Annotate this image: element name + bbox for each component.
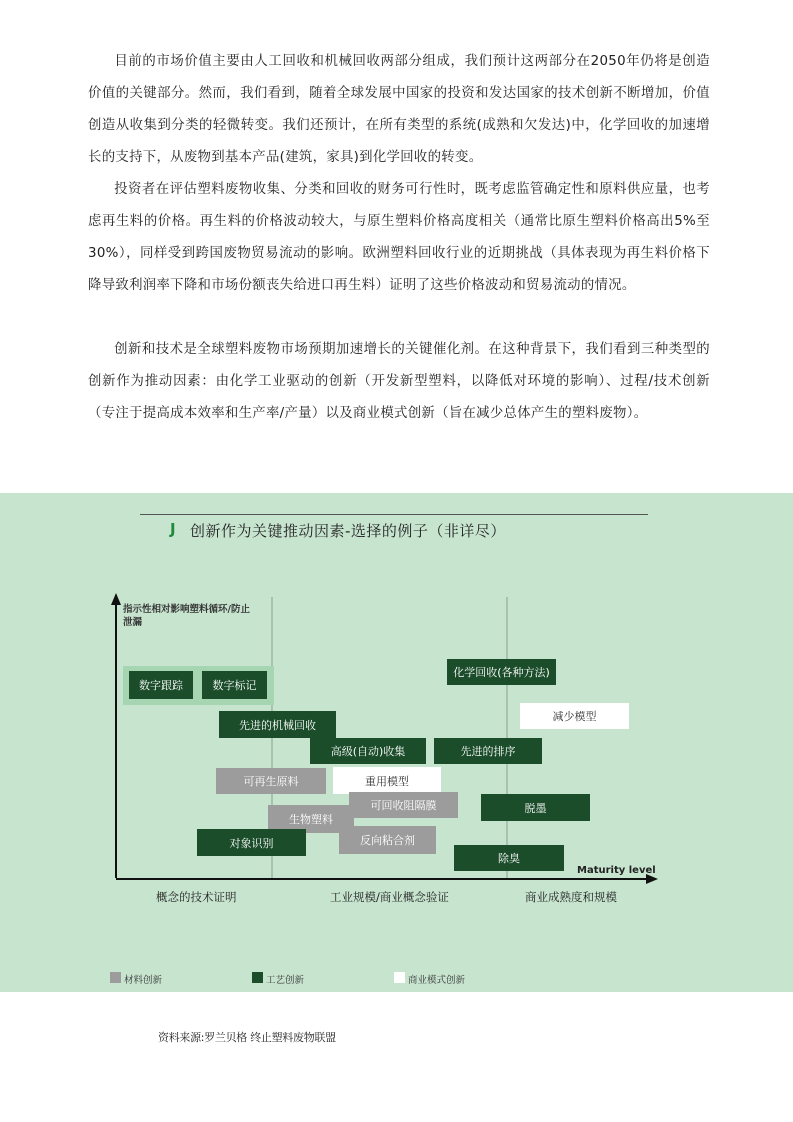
figure-title: 创新作为关键推动因素-选择的例子（非详尽） xyxy=(190,522,506,540)
y-axis-arrow xyxy=(111,593,121,605)
item-deodorization: 除臭 xyxy=(454,845,564,871)
paragraph-3: 创新和技术是全球塑料废物市场预期加速增长的关键催化剂。在这种背景下，我们看到三种类型的创新作为推动因素：由化学工业驱动的创新（开发新型塑料，以降低对环境的影响）、过程/技术创新（专注于提高成本效率和生产率/产量）以及商业模式创新（旨在减少总体产生的塑料废物）。 xyxy=(88,342,710,421)
item-bioplastics: 生物塑料 xyxy=(268,805,354,833)
x-category-3: 商业成熟度和规模 xyxy=(525,890,617,904)
item-renewable-feedstock: 可再生原料 xyxy=(216,768,326,794)
item-automated-collection: 高级(自动)收集 xyxy=(310,738,426,764)
x-category-2: 工业规模/商业概念验证 xyxy=(330,890,449,904)
item-recyclable-barrier-film: 可回收阻隔膜 xyxy=(349,792,458,818)
legend-swatch-material xyxy=(110,972,121,983)
item-reduction-model: 减少模型 xyxy=(520,703,629,729)
y-axis-label: 指示性相对影响塑料循环/防止泄漏 xyxy=(123,604,250,628)
item-digital-tracking: 数字跟踪 xyxy=(129,671,193,699)
item-advanced-mechanical-recycling: 先进的机械回收 xyxy=(219,711,336,738)
legend-swatch-process xyxy=(252,972,263,983)
item-reverse-adhesive: 反向粘合剂 xyxy=(339,826,436,854)
item-object-recognition: 对象识别 xyxy=(197,829,306,856)
x-category-1: 概念的技术证明 xyxy=(156,890,237,904)
paragraph-2: 投资者在评估塑料废物收集、分类和回收的财务可行性时，既考虑监管确定性和原料供应量，也考虑再生料的价格。再生料的价格波动较大，与原生塑料价格高度相关（通常比原生塑料价格高出5%至30%），同样受到跨国废物贸易流动的影响。欧洲塑料回收行业的近期挑战（具体表现为再生料价格下降导致利润率下降和市场份额丧失给进口再生料）证明了这些价格波动和贸易流动的情况。 xyxy=(88,182,710,293)
legend-label-process: 工艺创新 xyxy=(266,975,305,986)
legend-swatch-business xyxy=(394,972,405,983)
source-note: 资料来源:罗兰贝格 终止塑料废物联盟 xyxy=(158,1031,336,1044)
item-chemical-recycling: 化学回收(各种方法) xyxy=(447,659,556,685)
legend-label-material: 材料创新 xyxy=(124,975,163,986)
x-axis-label: Maturity level xyxy=(577,865,656,876)
item-deinking: 脱墨 xyxy=(481,794,590,821)
paragraph-1: 目前的市场价值主要由人工回收和机械回收两部分组成，我们预计这两部分在2050年仍将是创造价值的关键部分。然而，我们看到，随着全球发展中国家的投资和发达国家的技术创新不断增加，价值创造从收集到分类的轻微转变。我们还预计，在所有类型的系统(成熟和欠发达)中，化学回收的加速增长的支持下，从废物到基本产品(建筑，家具)到化学回收的转变。 xyxy=(88,54,710,165)
item-reuse-model: 重用模型 xyxy=(333,767,441,794)
item-advanced-sorting: 先进的排序 xyxy=(434,738,542,764)
figure-panel xyxy=(0,493,793,992)
item-digital-marking: 数字标记 xyxy=(202,671,267,699)
legend-label-business: 商业模式创新 xyxy=(408,975,466,986)
figure-letter: J xyxy=(170,520,176,538)
